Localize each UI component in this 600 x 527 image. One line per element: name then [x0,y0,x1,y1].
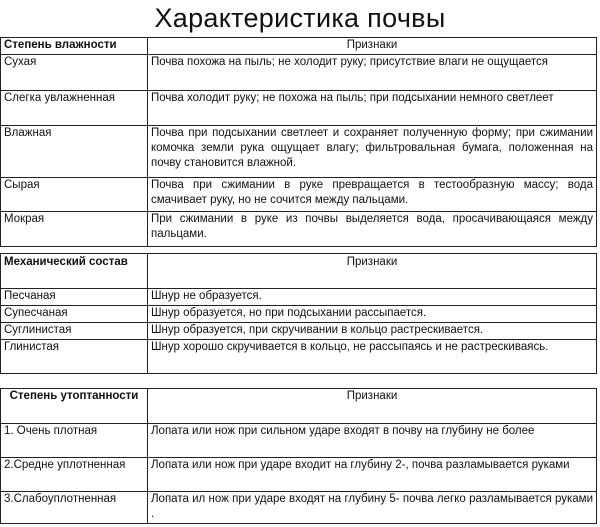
row-description: Лопата или нож при сильном ударе входят в почву на глубину не более [148,424,597,458]
row-label: Песчаная [1,289,148,306]
row-label: Супесчаная [1,306,148,323]
table-row [1,55,597,91]
row-description: Шнур не образуется. [148,289,597,306]
row-description: Почва при сжимании в руке превращается в тестообразную массу; вода смачивает руку, но не сочится между пальцами. [148,178,597,212]
table-row [1,306,597,323]
table-row [1,126,597,178]
row-label: Влажная [1,126,148,178]
table-row [1,424,597,458]
row-description: Почва холодит руку; не похожа на пыль; при подсыхании немного светлеет [148,91,597,126]
table-row [1,289,597,306]
column-header-signs: Признаки [148,38,597,55]
row-label: 2.Средне уплотненная [1,458,148,492]
row-description: Шнур хорошо скручивается в кольцо, не рассыпаясь и не растрескиваясь. [148,340,597,374]
row-description: Лопата ил нож при ударе входят на глубину 5- почва легко разламывается руками . [148,492,597,524]
column-header-composition: Механический состав [1,254,148,289]
page-title: Характеристика почвы [154,3,446,33]
row-label: Сухая [1,55,148,91]
row-label: Мокрая [1,212,148,247]
table-row [1,323,597,340]
row-description: Почва похожа на пыль; не холодит руку; присутствие влаги не ощущается [148,55,597,91]
column-header-signs: Признаки [148,389,597,424]
row-label: Суглинистая [1,323,148,340]
row-label: Слегка увлажненная [1,91,148,126]
column-header-moisture: Степень влажности [1,38,148,55]
row-description: Лопата или нож при ударе входит на глубину 2-, почва разламывается руками [148,458,597,492]
row-label: 1. Очень плотная [1,424,148,458]
table-header-row [1,38,597,55]
table-row [1,212,597,247]
row-label: Сырая [1,178,148,212]
column-header-signs: Признаки [148,254,597,289]
table-row [1,178,597,212]
mechanical-composition-table [0,253,597,374]
table-header-row [1,254,597,289]
row-description: Шнур образуется, но при подсыхании рассыпается. [148,306,597,323]
row-label: 3.Слабоуплотненная [1,492,148,524]
table-header-row [1,389,597,424]
table-row [1,340,597,374]
column-header-compaction: Степень утоптанности [1,389,148,424]
table-row [1,91,597,126]
row-description: Почва при подсыхании светлеет и сохраняет полученную форму; при сжимании комочка земли рука ощущает влагу; фильтровальная бумага, положенная на почву становится влажной. [148,126,597,178]
row-description: При сжимании в руке из почвы выделяется вода, просачивающаяся между пальцами. [148,212,597,247]
table-row [1,458,597,492]
moisture-table [0,37,597,247]
table-row [1,492,597,524]
compaction-table [0,388,597,524]
row-label: Глинистая [1,340,148,374]
row-description: Шнур образуется, при скручивании в кольцо растрескивается. [148,323,597,340]
